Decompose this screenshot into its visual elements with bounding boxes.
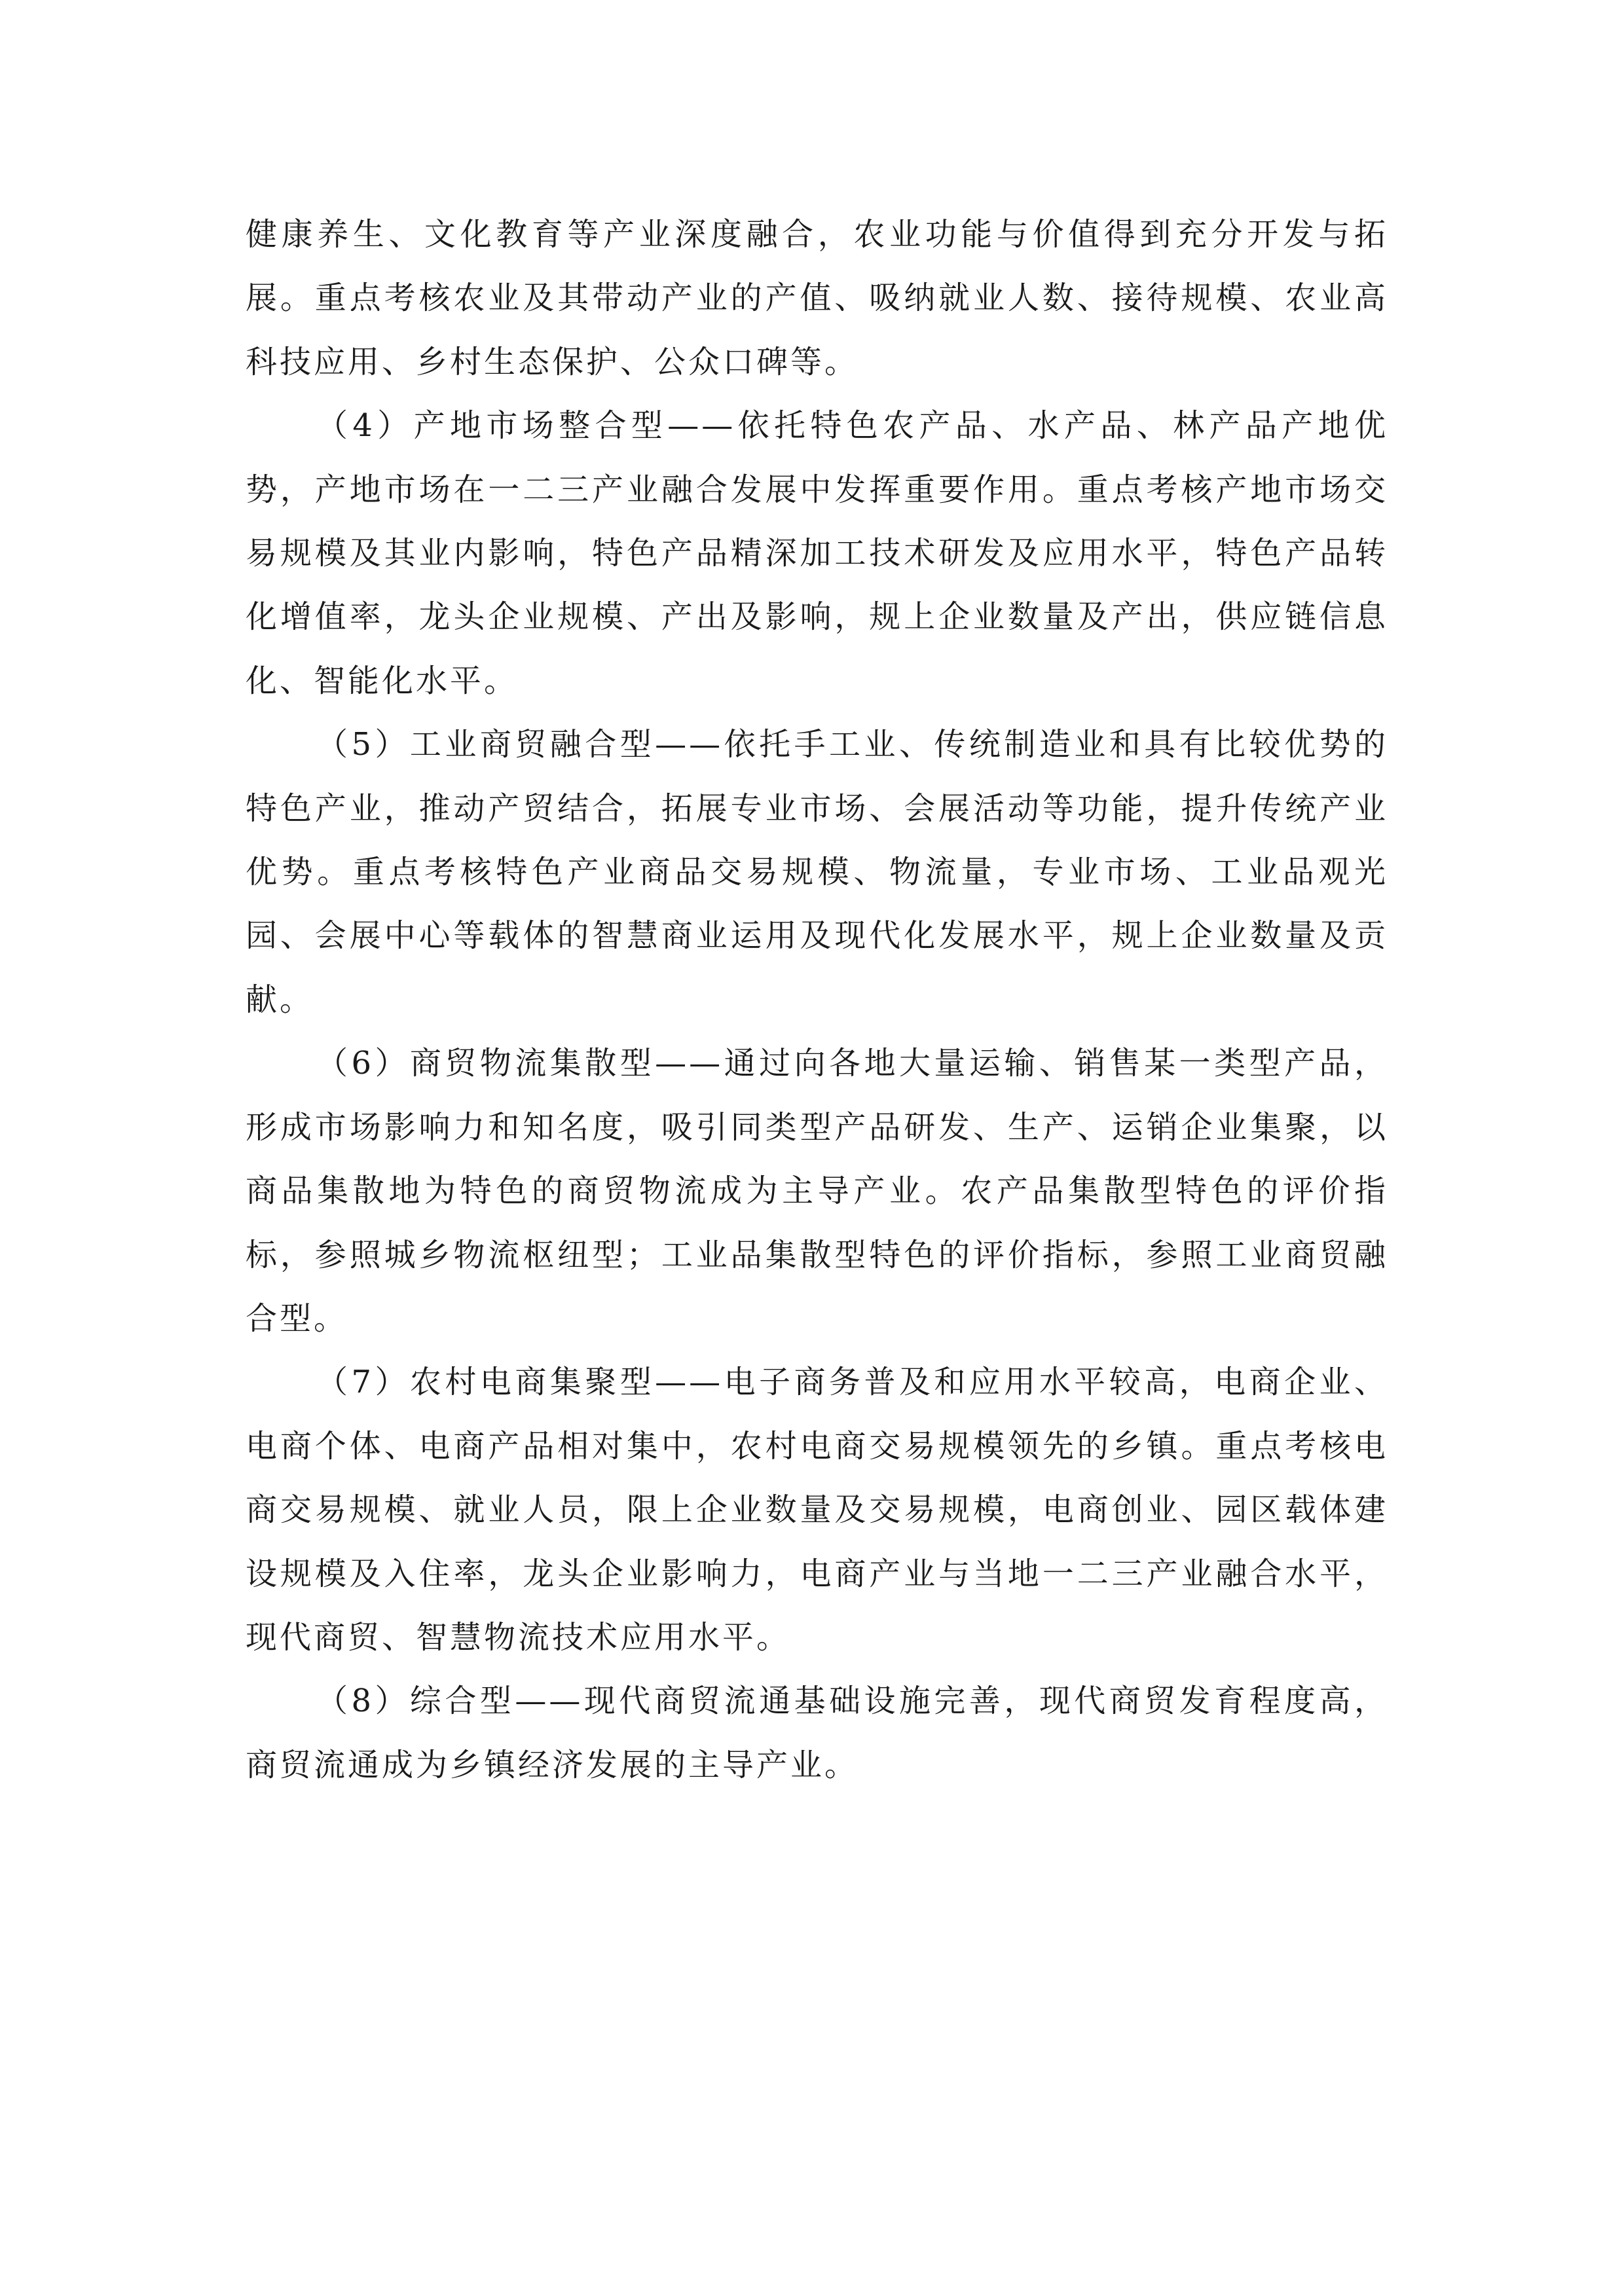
paragraph-type-7: （7）农村电商集聚型——电子商务普及和应用水平较高，电商企业、电商个体、电商产品相对集中，农村电商交易规模领先的乡镇。重点考核电商交易规模、就业人员，限上企业数量及交易规模，电商创业、园区载体建设规模及入住率，龙头企业影响力，电商产业与当地一二三产业融合水平，现代商贸、智慧物流技术应用水平。 <box>246 1364 1388 1656</box>
paragraph-type-4: （4）产地市场整合型——依托特色农产品、水产品、林产品产地优势，产地市场在一二三产业融合发展中发挥重要作用。重点考核产地市场交易规模及其业内影响，特色产品精深加工技术研发及应用水平，特色产品转化增值率，龙头企业规模、产出及影响，规上企业数量及产出，供应链信息化、智能化水平。 <box>246 407 1388 699</box>
paragraph-type-8: （8）综合型——现代商贸流通基础设施完善，现代商贸发育程度高，商贸流通成为乡镇经济发展的主导产业。 <box>246 1683 1388 1783</box>
paragraph-type-6: （6）商贸物流集散型——通过向各地大量运输、销售某一类型产品，形成市场影响力和知名度，吸引同类型产品研发、生产、运销企业集聚，以商品集散地为特色的商贸物流成为主导产业。农产品集散型特色的评价指标，参照城乡物流枢纽型；工业品集散型特色的评价指标，参照工业商贸融合型。 <box>246 1045 1388 1337</box>
paragraph-type-5: （5）工业商贸融合型——依托手工业、传统制造业和具有比较优势的特色产业，推动产贸结合，拓展专业市场、会展活动等功能，提升传统产业优势。重点考核特色产业商品交易规模、物流量，专业市场、工业品观光园、会展中心等载体的智慧商业运用及现代化发展水平，规上企业数量及贡献。 <box>246 726 1388 1018</box>
paragraph-continuation: 健康养生、文化教育等产业深度融合，农业功能与价值得到充分开发与拓展。重点考核农业及其带动产业的产值、吸纳就业人数、接待规模、农业高科技应用、乡村生态保护、公众口碑等。 <box>246 216 1388 380</box>
body-text <box>246 203 1388 1797</box>
